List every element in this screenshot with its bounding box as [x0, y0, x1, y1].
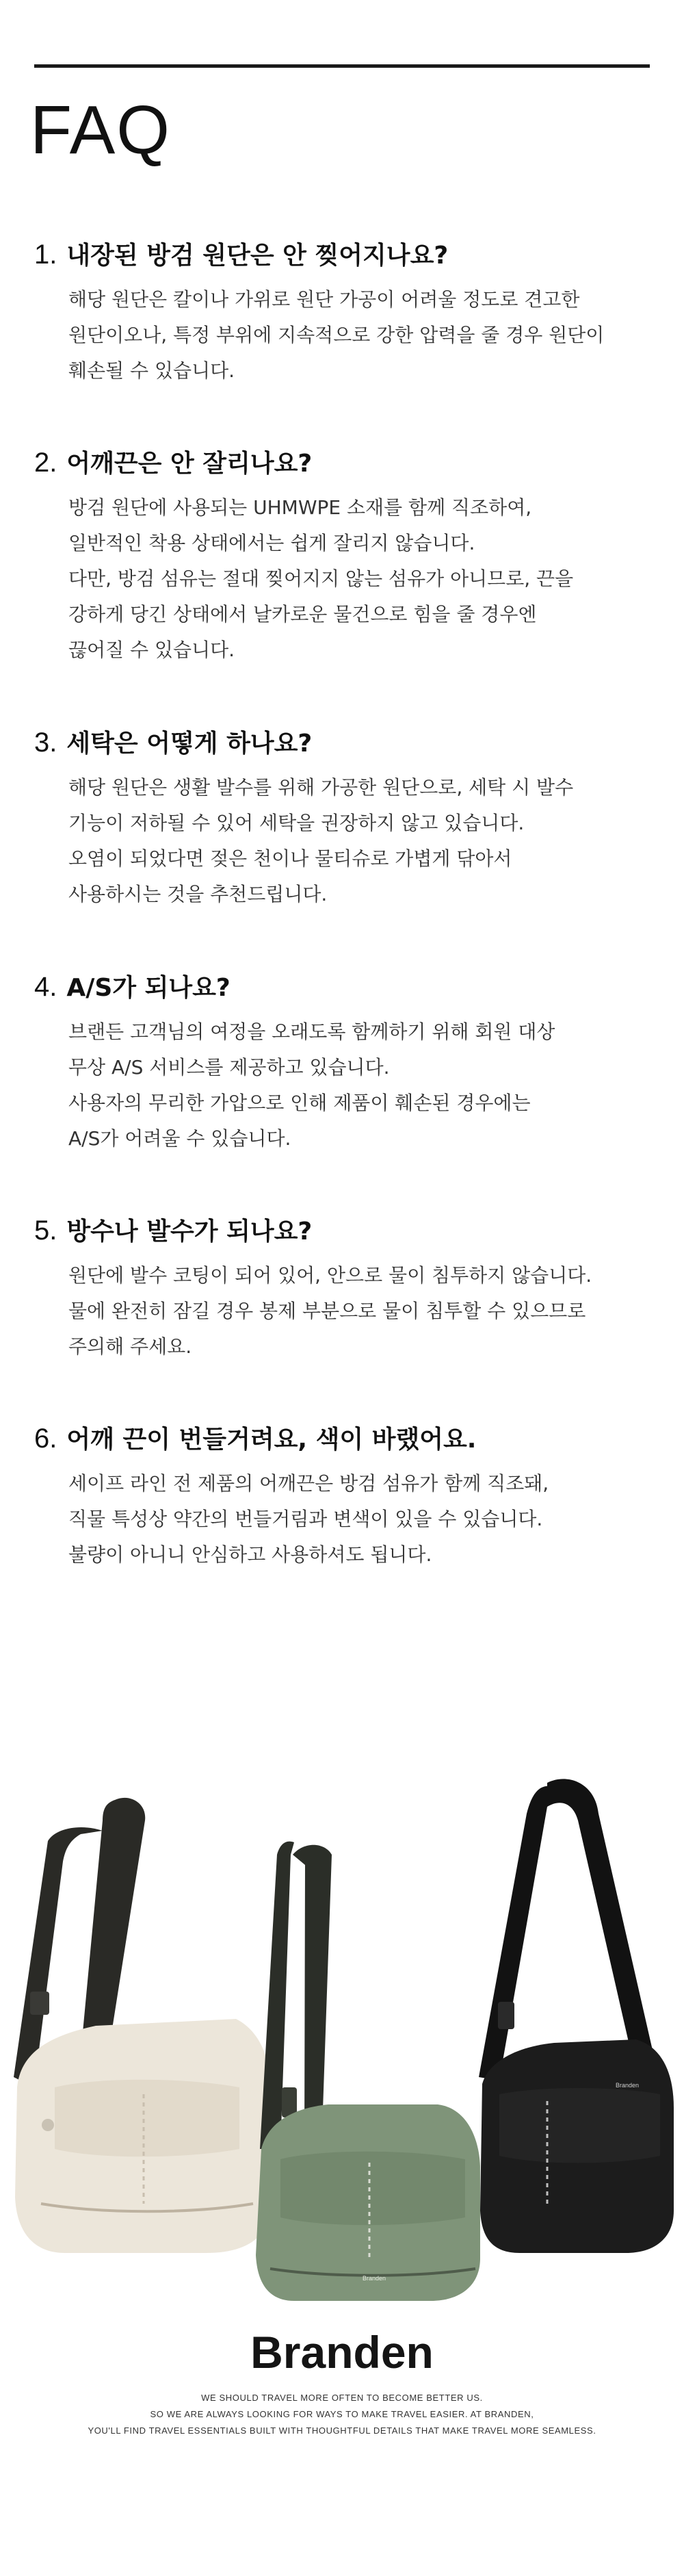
faq-item-5: [34, 1214, 650, 1365]
faq-question: [34, 1422, 650, 1456]
bag-ring: [42, 2119, 54, 2131]
faq-answer: [68, 1258, 650, 1365]
faq-question-text: 세탁은 어떻게 하나요?: [66, 730, 313, 758]
strap-buckle: [498, 2002, 514, 2029]
bag-strap: [479, 1786, 551, 2081]
faq-question: [34, 970, 650, 1005]
tagline-line: YOU'LL FIND TRAVEL ESSENTIALS BUILT WITH THOUGHTFUL DETAILS THAT MAKE TRAVEL MORE SEAMLESS.: [88, 2425, 596, 2436]
faq-answer-line: A/S가 어려울 수 있습니다.: [68, 1127, 291, 1150]
faq-question-text: 방수나 발수가 되나요?: [66, 1218, 313, 1246]
bag-logo-label: Branden: [363, 2275, 386, 2282]
faq-answer: [68, 282, 650, 389]
faq-answer-line: 물에 완전히 잠길 경우 봉제 부분으로 물이 침투할 수 있으므로: [68, 1300, 586, 1322]
faq-answer-line: 오염이 되었다면 젖은 천이나 물티슈로 가볍게 닦아서: [68, 847, 512, 870]
strap-buckle: [30, 1992, 49, 2015]
tagline-line: SO WE ARE ALWAYS LOOKING FOR WAYS TO MAKE TRAVEL EASIER. AT BRANDEN,: [150, 2409, 534, 2419]
faq-question-text: 내장된 방검 원단은 안 찢어지나요?: [66, 242, 449, 270]
faq-number: 1.: [34, 240, 57, 270]
faq-question: [34, 726, 650, 760]
faq-answer-line: 불량이 아니니 안심하고 사용하셔도 됩니다.: [68, 1543, 432, 1566]
faq-question: [34, 446, 650, 480]
faq-item-6: [34, 1422, 650, 1573]
bag-pocket: [55, 2080, 239, 2157]
faq-item-4: [34, 970, 650, 1157]
faq-question: [34, 238, 650, 272]
top-divider: [34, 64, 650, 68]
faq-answer-line: 끊어질 수 있습니다.: [68, 639, 235, 661]
faq-answer-line: 사용자의 무리한 가압으로 인해 제품이 훼손된 경우에는: [68, 1092, 531, 1114]
faq-answer-line: 일반적인 착용 상태에서는 쉽게 잘리지 않습니다.: [68, 532, 475, 554]
brand-logo: Branden: [250, 2327, 434, 2378]
faq-answer: [68, 1466, 650, 1573]
faq-answer-line: 강하게 당긴 상태에서 날카로운 물건으로 힘을 줄 경우엔: [68, 603, 537, 626]
bag-pocket: [499, 2088, 660, 2163]
faq-item-1: [34, 238, 650, 389]
faq-answer: [68, 490, 650, 668]
bag-logo-label: Branden: [616, 2082, 640, 2089]
bag-strap: [293, 1845, 332, 2149]
faq-question-text: 어깨끈은 안 잘리나요?: [66, 450, 313, 478]
faq-question-text: A/S가 되나요?: [66, 974, 231, 1002]
faq-number: 4.: [34, 972, 57, 1002]
faq-answer-line: 사용하시는 것을 추천드립니다.: [68, 883, 328, 905]
faq-number: 3.: [34, 727, 57, 758]
faq-answer-line: 직물 특성상 약간의 번들거림과 변색이 있을 수 있습니다.: [68, 1508, 543, 1530]
bag-pocket: [280, 2152, 465, 2226]
faq-question: [34, 1214, 650, 1248]
faq-answer-line: 방검 원단에 사용되는 UHMWPE 소재를 함께 직조하여,: [68, 496, 532, 519]
bag-strap: [82, 1798, 145, 2046]
faq-answer-line: 훼손될 수 있습니다.: [68, 359, 235, 382]
faq-answer-line: 원단에 발수 코팅이 되어 있어, 안으로 물이 침투하지 않습니다.: [68, 1264, 592, 1287]
faq-answer-line: 기능이 저하될 수 있어 세탁을 권장하지 않고 있습니다.: [68, 812, 525, 834]
faq-number: 6.: [34, 1424, 57, 1454]
product-photo: [0, 1766, 684, 2313]
faq-answer-line: 무상 A/S 서비스를 제공하고 있습니다.: [68, 1056, 390, 1079]
brand-tagline: [0, 2390, 684, 2439]
bag-strap: [547, 1779, 653, 2060]
page-title: FAQ: [30, 92, 172, 168]
faq-number: 2.: [34, 448, 57, 478]
faq-number: 5.: [34, 1215, 57, 1246]
faq-answer-line: 다만, 방검 섬유는 절대 찢어지지 않는 섬유가 아니므로, 끈을: [68, 567, 574, 590]
faq-answer-line: 주의해 주세요.: [68, 1335, 192, 1358]
faq-answer-line: 해당 원단은 생활 발수를 위해 가공한 원단으로, 세탁 시 발수: [68, 776, 574, 799]
faq-question-text: 어깨 끈이 번들거려요, 색이 바랬어요.: [66, 1426, 477, 1454]
faq-item-3: [34, 726, 650, 912]
faq-answer-line: 원단이오나, 특정 부위에 지속적으로 강한 압력을 줄 경우 원단이: [68, 324, 605, 346]
bag-cream: [14, 1798, 270, 2253]
faq-answer: [68, 1014, 650, 1157]
bag-black: [479, 1779, 674, 2253]
bag-sage: [256, 1842, 480, 2301]
faq-item-2: [34, 446, 650, 668]
tagline-line: WE SHOULD TRAVEL MORE OFTEN TO BECOME BETTER US.: [201, 2393, 483, 2403]
faq-answer-line: 세이프 라인 전 제품의 어깨끈은 방검 섬유가 함께 직조돼,: [68, 1472, 549, 1495]
faq-answer-line: 브랜든 고객님의 여정을 오래도록 함께하기 위해 회원 대상: [68, 1020, 555, 1043]
faq-answer: [68, 770, 650, 912]
faq-answer-line: 해당 원단은 칼이나 가위로 원단 가공이 어려울 정도로 견고한: [68, 288, 580, 311]
